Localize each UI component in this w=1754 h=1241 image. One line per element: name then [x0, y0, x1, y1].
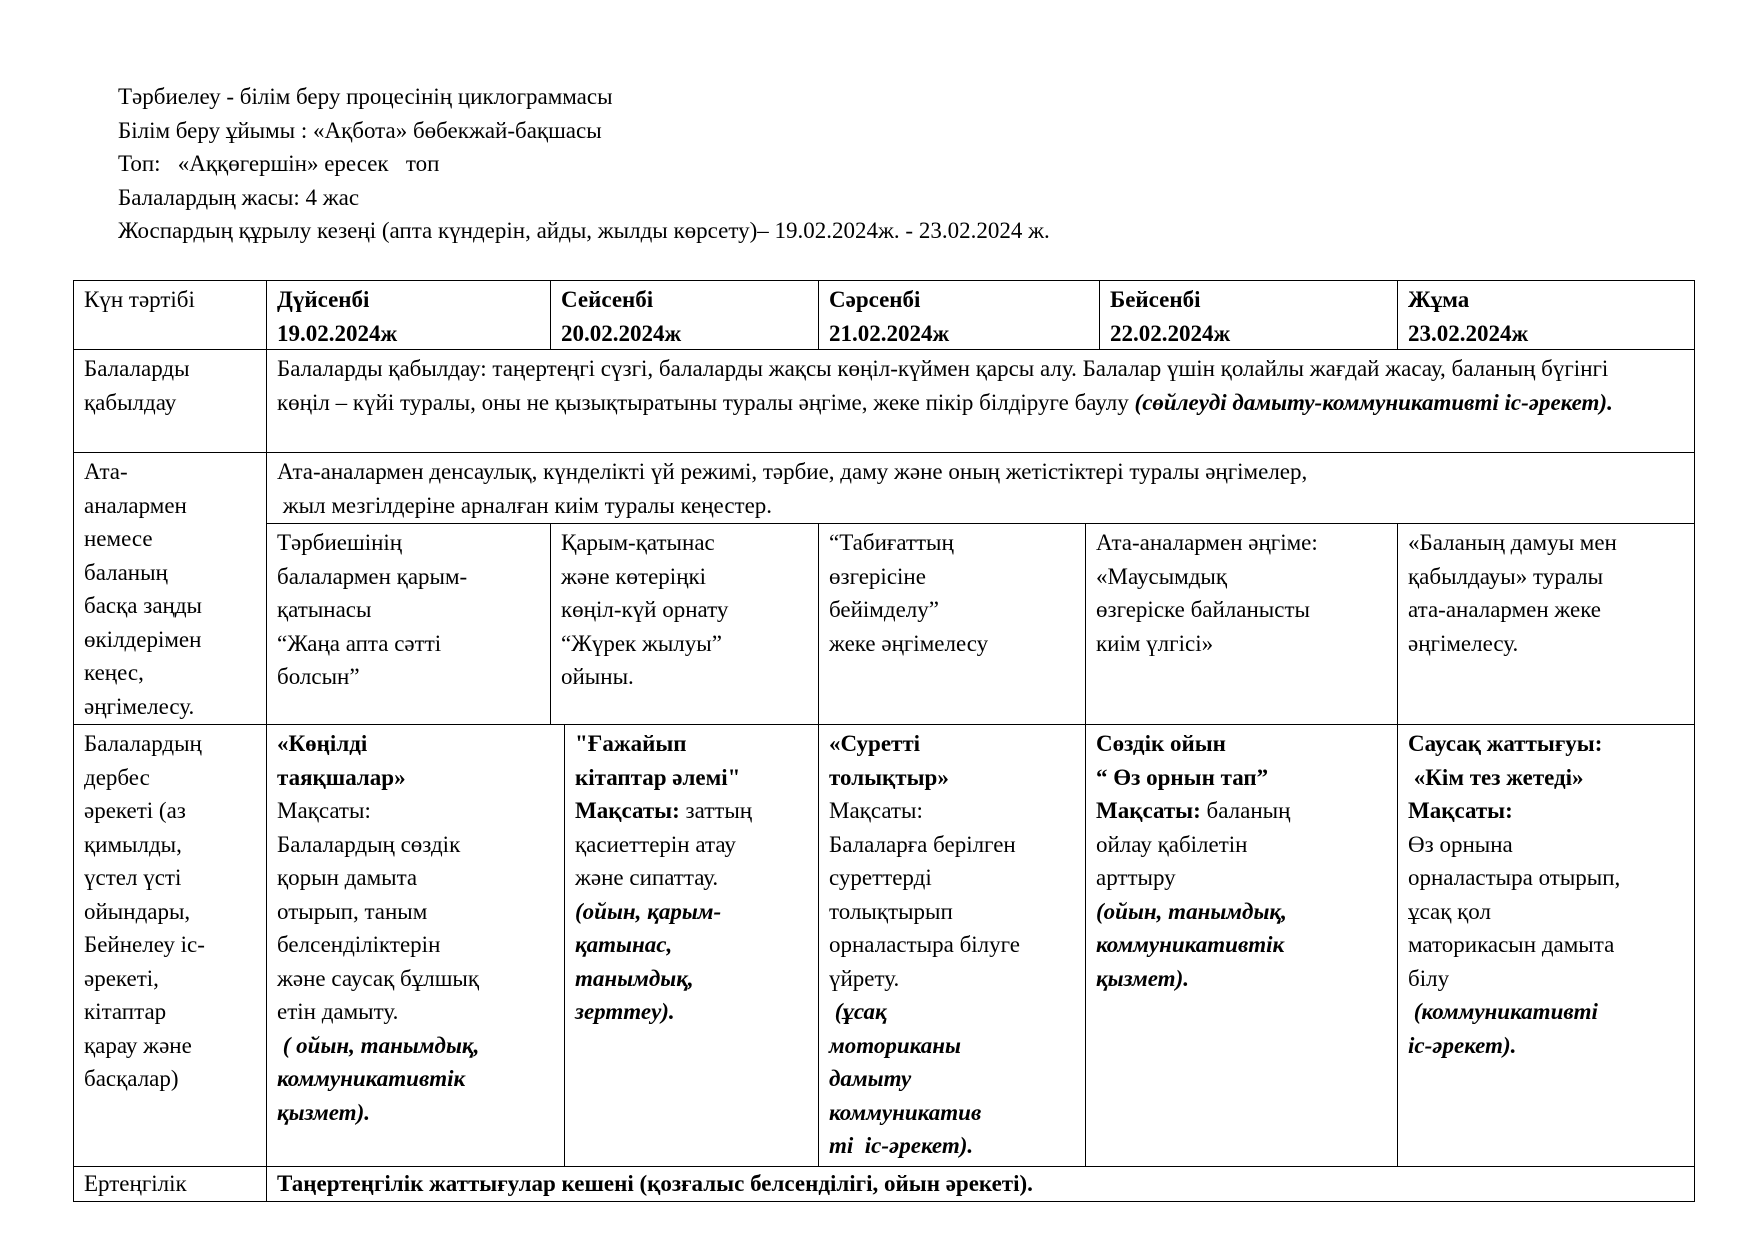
doc-title: Тәрбиелеу - білім беру процесінің циклограммасы [118, 84, 613, 109]
organization-line: Білім беру ұйымы : «Ақбота» бөбекжай-бақшасы [118, 117, 602, 143]
day-name: Дүйсенбі [277, 287, 370, 312]
activity-monday-cell [266, 724, 564, 1129]
activity-friday-cell [1397, 724, 1694, 1062]
activity-text: Мақсаты: Балаларға берілген суреттерді толықтырып орналастыра білуге үйрету. [829, 798, 1020, 991]
activity-type: (ойын, танымдық, коммуникативтік қызмет). [1096, 898, 1287, 991]
header-schedule-label: Күн тәртібі [84, 287, 195, 312]
day-date: 20.02.2024ж [561, 320, 682, 346]
day-date: 22.02.2024ж [1110, 320, 1231, 346]
period-line: Жоспардың құрылу кезеңі (апта күндерін, айды, жылды көрсету)– 19.02.2024ж. - 23.02.2024 ж. [118, 218, 1050, 243]
parents-common-text: Ата-аналармен денсаулық, күнделікті үй режимі, тәрбие, даму және оның жетістіктері туралы әңгімелер, жыл мезгілдеріне арналған киім туралы кеңестер. [277, 459, 1308, 518]
group-line: Топ: «Аққөгершін» ересек топ [118, 151, 440, 176]
header-cell-friday [1397, 280, 1694, 350]
activity-text: Мақсаты: Балалардың сөздік қорын дамыта отырып, таным белсенділіктерін және саусақ бұлшық етін дамыту. [277, 798, 480, 1024]
document-header [118, 80, 1050, 248]
morning-exercise-text: Таңертеңгілік жаттығулар кешені (қозғалыс белсенділігі, ойын әрекеті). [277, 1171, 1033, 1196]
activity-text: баланың ойлау қабілетін арттыру [1096, 798, 1291, 890]
day-name: Жұма [1408, 287, 1470, 312]
activity-wednesday-cell [818, 724, 1085, 1163]
day-name: Сәрсенбі [829, 287, 921, 312]
activity-tuesday-cell [564, 724, 818, 1029]
activity-text: Өз орнына орналастыра отырып, ұсақ қол маторикасын дамыта білу [1408, 831, 1621, 991]
reception-text-cell [266, 349, 1694, 419]
header-cell-schedule [73, 280, 266, 317]
activity-title: Саусақ жаттығуы: «Кім тез жетеді» Мақсаты: [1408, 731, 1603, 823]
header-cell-tuesday [550, 280, 818, 350]
activity-thursday-cell [1085, 724, 1397, 995]
day-date: 23.02.2024ж [1408, 320, 1529, 346]
day-date: 21.02.2024ж [829, 320, 950, 346]
schedule-table [73, 280, 1695, 1202]
day-name: Сейсенбі [561, 287, 654, 312]
activity-title: Сөздік ойын “ Өз орнын тап” [1096, 731, 1269, 790]
parents-tuesday-cell: Қарым-қатынас және көтеріңкі көңіл-күй орнату “Жүрек жылуы” ойыны. [561, 530, 729, 689]
row-label-reception: Балаларды қабылдау [84, 356, 190, 415]
activity-type: ( ойын, танымдық, коммуникативтік қызмет). [277, 1032, 480, 1125]
activity-type: (ойын, қарым- қатынас, танымдық, зерттеу). [575, 898, 722, 1024]
activity-title: «Суретті толықтыр» [829, 731, 949, 790]
header-cell-wednesday [818, 280, 1099, 350]
activity-title: «Көңілді таяқшалар» [277, 731, 406, 790]
table-border-right [1694, 280, 1695, 1202]
table-border-bottom [73, 1201, 1695, 1202]
age-line: Балалардың жасы: 4 жас [118, 184, 360, 210]
activity-text: заттың қасиеттерін атау және сипаттау. [575, 798, 753, 890]
activity-type: (ұсақ моториканы дамыту коммуникатив ті іс-әрекет). [829, 999, 982, 1158]
activity-goal-label: Мақсаты: [575, 798, 680, 823]
header-cell-thursday [1099, 280, 1397, 350]
header-cell-monday [266, 280, 550, 350]
row-label-activity: Балалардың дербес әрекеті (аз қимылды, үстел үсті ойындары, Бейнелеу іс- әрекеті, кітаптар қарау және басқалар) [84, 731, 205, 1091]
parents-thursday-cell: Ата-аналармен әңгіме: «Маусымдық өзгеріске байланысты киім үлгісі» [1096, 530, 1318, 656]
row-label-parents: Ата- аналармен немесе баланың басқа заңды өкілдерімен кеңес, әңгімелесу. [84, 459, 203, 719]
activity-title: "Ғажайып кітаптар әлемі" [575, 731, 741, 790]
parents-monday-cell: Тәрбиешінің балалармен қарым- қатынасы “Жаңа апта сәтті болсын” [277, 530, 468, 689]
day-date: 19.02.2024ж [277, 320, 398, 346]
row-label-morning: Ертеңгілік [84, 1171, 187, 1196]
reception-text: Балаларды қабылдау: таңертеңгі сүзгі, балаларды жақсы көңіл-күймен қарсы алу. Балалар үшін қолайлы жағдай жасау, баланың бүгінгі көңіл – күйі туралы, оны не қызықтыратыны туралы әңгіме, жеке пікір білдіруге баулу [277, 356, 1609, 415]
parents-friday-cell: «Баланың дамуы мен қабылдауы» туралы ата-аналармен жеке әңгімелесу. [1408, 530, 1617, 656]
activity-type: (коммуникативті іс-әрекет). [1408, 999, 1598, 1058]
parents-wednesday-cell: “Табиғаттың өзгерісіне бейімделу” жеке әңгімелесу [829, 530, 989, 656]
reception-activity-type: (сөйлеуді дамыту-коммуникативті іс-әрекет). [1134, 389, 1613, 415]
activity-goal-label: Мақсаты: [1096, 798, 1201, 823]
day-name: Бейсенбі [1110, 287, 1201, 312]
